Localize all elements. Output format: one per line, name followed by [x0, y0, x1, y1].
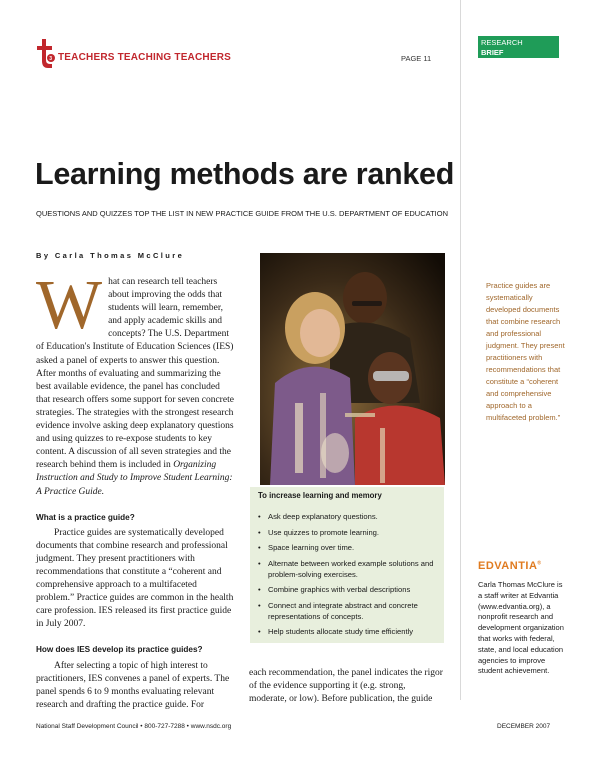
tips-box [250, 487, 444, 643]
badge-line-1: RESEARCH [481, 38, 523, 47]
tips-box-title: To increase learning and memory [258, 491, 382, 500]
edvantia-logo-text: EDVANTIA [478, 560, 538, 572]
byline: By Carla Thomas McClure [36, 251, 185, 260]
section1-text: Practice guides are systematically developed documents that combine research and professional judgment. They present practitioners with recommendations that constitute a “coherent and comprehensive approach to a multifaceted problem.” Practice guides are common in the health care profession. IES released its first practice guide in July 2007. [36, 527, 234, 630]
intro-title: Organizing Instruction and Study to Improve Student Learning: A Practice Guide. [36, 460, 233, 497]
tips-list-item: • Connect and integrate abstract and concrete representations of concepts. [256, 600, 438, 622]
footer-contact: National Staff Development Council • 800-727-7288 • www.nsdc.org [36, 723, 232, 730]
t3-logo [35, 37, 55, 74]
tips-list [256, 511, 438, 642]
section1-heading: What is a practice guide? [36, 512, 135, 522]
tips-list-item: • Alternate between worked example solutions and problem-solving exercises. [256, 558, 438, 580]
author-bio: Carla Thomas McClure is a staff writer at Edvantia (www.edvantia.org), a nonprofit research and development organization that works with federal, state, and local education agencies to improve student achievement. [478, 580, 564, 676]
subhead: QUESTIONS AND QUIZZES TOP THE LIST IN NEW PRACTICE GUIDE FROM THE U.S. DEPARTMENT OF EDUCATION [36, 209, 448, 218]
section2-heading: How does IES develop its practice guides? [36, 645, 203, 655]
students-lab-photo [260, 253, 445, 485]
tips-list-item: • Space learning over time. [256, 542, 438, 553]
t3-logo-icon [35, 37, 55, 69]
column-divider [460, 0, 461, 700]
headline: Learning methods are ranked [35, 157, 455, 191]
page-number: PAGE 11 [401, 54, 432, 63]
research-brief-badge [478, 36, 559, 58]
section2-text: After selecting a topic of high interest to practitioners, IES convenes a panel of experts. The panel spends 6 to 9 months evaluating relevant research and drafting the practice guide. For [36, 660, 230, 710]
tips-list-item: • Combine graphics with verbal descriptions [256, 584, 438, 595]
article-column-1 [36, 267, 235, 712]
intro-paragraph [36, 267, 235, 499]
badge-line-2: BRIEF [481, 48, 504, 57]
intro-text: hat can research tell teachers about improving the odds that students will learn, remember, and apply academic skills and concepts? The U.S. Department of Education's Institute of Education Sciences (IES) asked a panel of experts to answer this question. After months of evaluating and summarizing the best available evidence, the panel has concluded that research offers some support for seven concrete strategies. The strategies with the strongest research evidence involve asking deep explanatory questions and using quizzes to re-expose students to key content. A discussion of all seven strategies and the research behind them is included in [36, 277, 234, 471]
logo-text: TEACHERS TEACHING TEACHERS [58, 52, 231, 63]
tips-list-item: • Use quizzes to promote learning. [256, 527, 438, 538]
tips-list-item: • Help students allocate study time efficiently [256, 626, 438, 637]
drop-cap: W [36, 267, 103, 344]
article-column-2: each recommendation, the panel indicates the rigor of the evidence supporting it (e.g. strong, moderate, or low). Before publication, the guide [249, 668, 443, 705]
pull-quote: Practice guides are systematically developed documents that combine research and professional judgment. They present practitioners with recommendations that constitute a “coherent and comprehensive approach to a multifaceted problem.” [486, 281, 565, 422]
edvantia-logo: EDVANTIA® [478, 560, 542, 572]
svg-text:3: 3 [49, 56, 52, 62]
footer-date: DECEMBER 2007 [497, 723, 551, 730]
tips-list-item: • Ask deep explanatory questions. [256, 511, 438, 522]
